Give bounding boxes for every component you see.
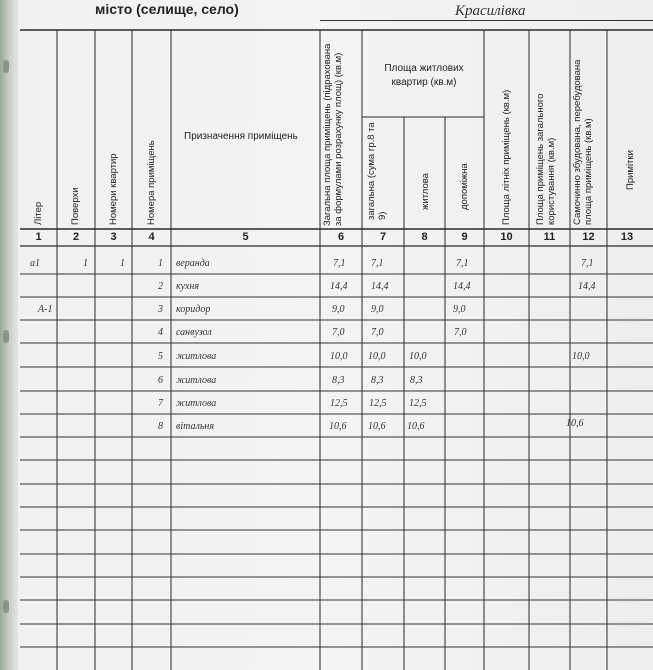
cell-living: 12,5 [409, 398, 427, 409]
cell-sum: 10,6 [368, 421, 386, 432]
cell-total: 9,0 [332, 304, 345, 315]
col-number: 13 [620, 231, 634, 243]
col-header-living-group: Площа житлових квартир (кв.м) [384, 63, 464, 88]
col-header-self-built: Самочинно збудована, перебудована площа приміщень (кв.м) [572, 59, 594, 225]
cell-total: 10,6 [329, 421, 347, 432]
cell-litera: А-1 [38, 304, 53, 315]
col-number: 6 [337, 231, 345, 243]
cell-sum: 10,0 [368, 351, 386, 362]
cell-sum: 7,1 [371, 258, 384, 269]
cell-room: 6 [158, 375, 163, 386]
cell-sum: 9,0 [371, 304, 384, 315]
cell-self-built: 14,4 [578, 281, 596, 292]
cell-room: 4 [158, 327, 163, 338]
col-number: 10 [500, 231, 513, 243]
col-header-notes: Примітки [625, 150, 636, 190]
col-number: 12 [582, 231, 595, 243]
cell-aux: 14,4 [453, 281, 471, 292]
col-header-litera: Літер [33, 201, 44, 225]
cell-purpose: санвузол [176, 327, 212, 338]
cell-total: 7,0 [332, 327, 345, 338]
cell-aux: 9,0 [453, 304, 466, 315]
cell-sum: 8,3 [371, 375, 384, 386]
col-header-purpose: Призначення приміщень [184, 131, 298, 142]
col-header-total-sum: загальна (сума гр.8 та 9) [366, 122, 388, 220]
cell-total: 8,3 [332, 375, 345, 386]
cell-purpose: коридор [176, 304, 211, 315]
cell-self-built: 7,1 [581, 258, 594, 269]
col-number: 9 [461, 231, 468, 243]
col-header-living: житлова [420, 173, 431, 210]
cell-aux: 7,0 [454, 327, 467, 338]
cell-total: 10,0 [330, 351, 348, 362]
cell-purpose: житлова [176, 375, 217, 386]
cell-purpose: житлова [176, 351, 217, 362]
cell-self-built: 10,6 [566, 418, 584, 429]
cell-sum: 12,5 [369, 398, 387, 409]
cell-purpose: веранда [176, 258, 210, 269]
cell-room: 7 [158, 398, 163, 409]
col-header-floor: Поверхи [70, 187, 81, 225]
cell-total: 14,4 [330, 281, 348, 292]
cell-sum: 14,4 [371, 281, 389, 292]
cell-purpose: житлова [176, 398, 217, 409]
col-header-auxiliary: допоміжна [459, 163, 470, 210]
col-header-common-area: Площа приміщень загального користування (кв.м) [535, 93, 557, 225]
cell-total: 12,5 [330, 398, 348, 409]
cell-living: 8,3 [410, 375, 423, 386]
cell-purpose: вітальня [176, 421, 214, 432]
cell-self-built: 10,0 [572, 351, 590, 362]
col-header-summer-area: Площа літніх приміщень (кв.м) [501, 89, 512, 225]
col-number: 1 [35, 231, 42, 243]
col-number: 3 [110, 231, 117, 243]
col-header-total-area: Загальна площа приміщень (підрахована за формулами розрахунку площ) (кв.м) [322, 43, 344, 226]
cell-living: 10,6 [407, 421, 425, 432]
cell-aux: 7,1 [456, 258, 469, 269]
cell-litera: а1 [30, 258, 40, 269]
cell-room: 8 [158, 421, 163, 432]
col-header-apt-number: Номери квартир [108, 153, 119, 225]
cell-apt: 1 [120, 258, 125, 269]
col-number: 11 [543, 231, 556, 243]
col-number: 8 [421, 231, 428, 243]
cell-room: 3 [158, 304, 163, 315]
col-number: 2 [72, 231, 80, 243]
col-number: 5 [242, 231, 249, 243]
cell-floor: 1 [83, 258, 88, 269]
col-header-room-number: Номера приміщень [146, 140, 157, 225]
cell-purpose: кухня [176, 281, 200, 292]
cell-room: 1 [158, 258, 163, 269]
cell-sum: 7,0 [371, 327, 384, 338]
cell-total: 7,1 [333, 258, 346, 269]
cell-room: 2 [158, 281, 163, 292]
col-number: 4 [148, 231, 155, 243]
settlement-value: Красилівка [455, 3, 526, 19]
col-number: 7 [379, 231, 387, 243]
cell-room: 5 [158, 351, 163, 362]
cell-living: 10,0 [409, 351, 427, 362]
settlement-label: місто (селище, село) [95, 1, 239, 17]
